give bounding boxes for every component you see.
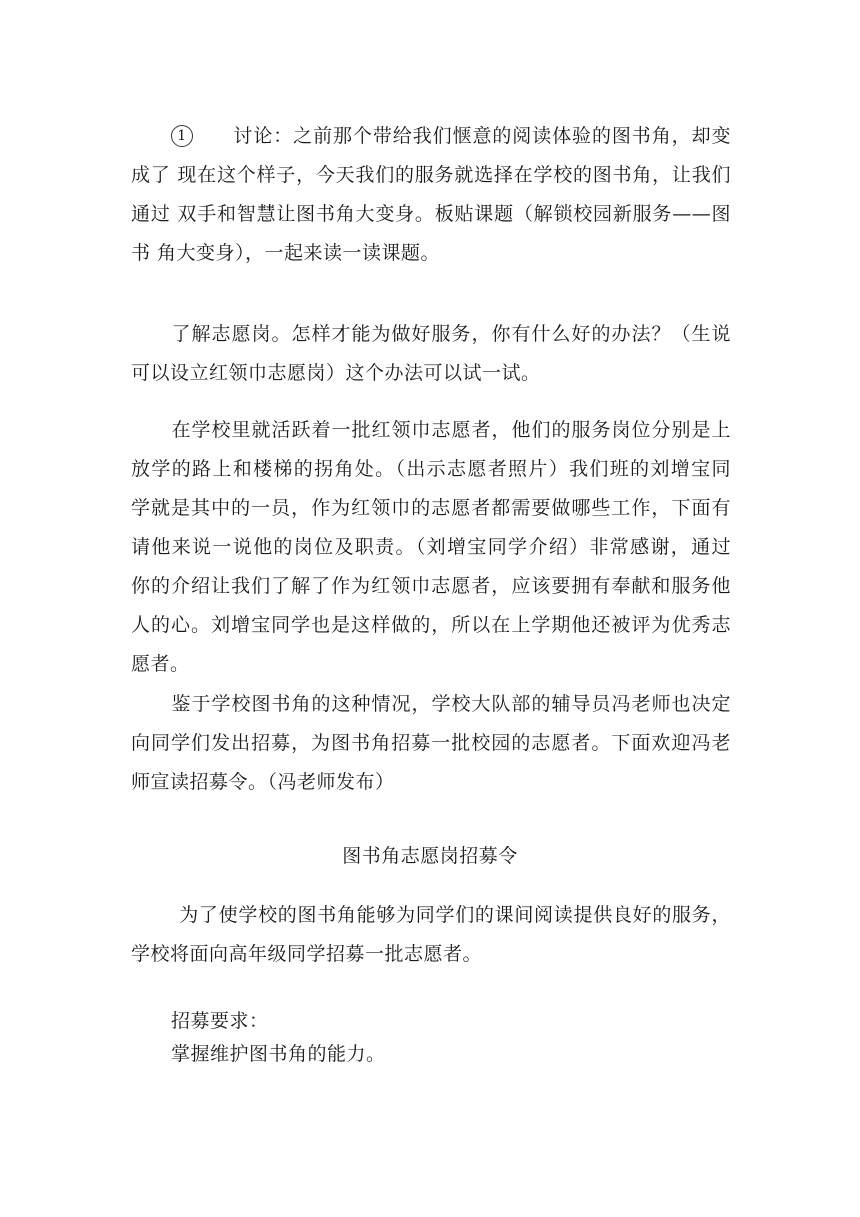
paragraph-volunteer-post-text: 了解志愿岗。怎样才能为做好服务，你有什么好的办法？（生说 可以设立红领巾志愿岗）这个办法可以试一试。 (131, 323, 731, 384)
requirements-label: 招募要求： (171, 1010, 269, 1032)
paragraph-recruitment-purpose-text: 为了使学校的图书角能够为同学们的课间阅读提供良好的服务， 学校将面向高年级同学招募一批志愿者。 (131, 904, 731, 965)
recruitment-order-title: 图书角志愿岗招募令 (342, 845, 518, 867)
paragraph-discussion (131, 117, 731, 273)
paragraph-recruitment-purpose (131, 896, 731, 974)
requirement-item: 掌握维护图书角的能力。 (171, 1043, 386, 1065)
paragraph-volunteers-intro-text: 在学校里就活跃着一批红领巾志愿者，他们的服务岗位分别是上 放学的路上和楼梯的拐角处。（出示志愿者照片）我们班的刘增宝同 学就是其中的一员，作为红领巾的志愿者都需要做哪些工作，下面有 请他来说一说他的岗位及职责。（刘增宝同学介绍）非常感谢，通过 你的介绍让我们了解了作为红领巾志愿者，应该要拥有奉献和服务他 人的心。刘增宝同学也是这样做的，所以在上学期他还被评为优秀志 愿者。 (131, 419, 731, 675)
paragraph-volunteer-post (131, 315, 731, 393)
paragraph-recruitment-decision (131, 685, 731, 802)
paragraph-recruitment-decision-text: 鉴于学校图书角的这种情况，学校大队部的辅导员冯老师也决定 向同学们发出招募，为图书角招募一批校园的志愿者。下面欢迎冯老 师宣读招募令。（冯老师发布） (131, 693, 731, 793)
paragraph-discussion-text: 讨论：之前那个带给我们惬意的阅读体验的图书角，却变成了 现在这个样子，今天我们的服务就选择在学校的图书角，让我们通过 双手和智慧让图书角大变身。板贴课题（解锁校园新服务——图书 角大变身），一起来读一读课题。 (131, 125, 731, 264)
paragraph-volunteers-intro (131, 411, 731, 684)
circled-number-marker: 1 (171, 125, 193, 147)
